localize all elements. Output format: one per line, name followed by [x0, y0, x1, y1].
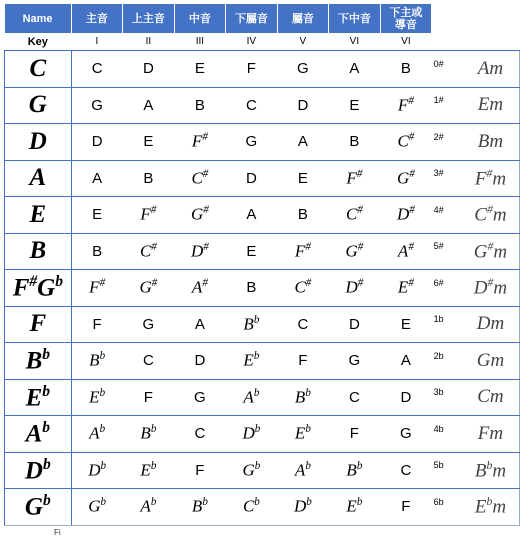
- scale-degree-cell: F: [277, 343, 329, 380]
- scale-degree-cell: $D^b$: [71, 452, 123, 489]
- signature-count-cell: 0#: [432, 46, 462, 83]
- scale-degree-cell: A#: [380, 233, 432, 270]
- scale-degree-cell: $E^b$: [329, 489, 381, 526]
- scale-degree-cell: F: [174, 452, 226, 489]
- signature-count-cell: 5b: [432, 447, 462, 484]
- signature-count-cell: 6#: [432, 265, 462, 302]
- scale-degree-cell: B: [174, 87, 226, 124]
- scale-degree-cell: A: [174, 306, 226, 343]
- scale-degree-cell: $A^b$: [123, 489, 175, 526]
- relative-minor-cell: G#m: [462, 233, 520, 270]
- signature-count-cell: 3#: [432, 155, 462, 192]
- scale-degree-cell: D#: [329, 270, 381, 307]
- scale-degree-cell: A: [380, 343, 432, 380]
- scale-degree-cell: D: [71, 124, 123, 161]
- key-name-cell: F: [5, 306, 72, 343]
- scale-degree-cell: $A^b$: [71, 416, 123, 453]
- relative-minor-cell: Fm: [462, 416, 520, 453]
- header-cell-0: Name: [5, 4, 72, 33]
- scale-degree-cell: $B^b$: [174, 489, 226, 526]
- scale-degree-cell: C: [71, 51, 123, 88]
- scale-degree-cell: F#: [123, 197, 175, 234]
- scale-degree-cell: A: [329, 51, 381, 88]
- scale-degree-cell: D#: [174, 233, 226, 270]
- key-name-cell: G: [5, 87, 72, 124]
- degree-header-cell-4: IV: [226, 33, 278, 51]
- relative-minor-cell: Em: [462, 87, 520, 124]
- signature-count-cell: 1#: [432, 82, 462, 119]
- header-cell-9: [462, 4, 520, 33]
- scale-degree-cell: G: [71, 87, 123, 124]
- scale-degree-cell: G: [329, 343, 381, 380]
- scale-degree-cell: D: [277, 87, 329, 124]
- relative-minor-cell: F#m: [462, 160, 520, 197]
- degree-header-cell-0: Key: [5, 33, 72, 51]
- scale-degree-cell: G: [277, 51, 329, 88]
- scale-degree-cell: $A^b$: [277, 452, 329, 489]
- scale-degree-cell: D: [380, 379, 432, 416]
- scale-degree-cell: E: [174, 51, 226, 88]
- scale-degree-cell: F#: [174, 124, 226, 161]
- scale-degree-cell: E: [71, 197, 123, 234]
- key-name-cell: $E^b$: [5, 379, 72, 416]
- key-name-cell: $F^{\#}G^b$: [5, 270, 72, 307]
- scale-degree-cell: D: [226, 160, 278, 197]
- scale-degree-cell: $D^b$: [277, 489, 329, 526]
- scale-degree-cell: E: [329, 87, 381, 124]
- relative-minor-cell: Bm: [462, 124, 520, 161]
- signature-count-cell: 4b: [432, 411, 462, 448]
- scale-degree-cell: $B^b$: [226, 306, 278, 343]
- degree-header-cell-5: V: [277, 33, 329, 51]
- scale-degree-cell: F: [380, 489, 432, 526]
- scale-degree-cell: B: [277, 197, 329, 234]
- relative-minor-cell: Cm: [462, 379, 520, 416]
- scale-degree-cell: F: [123, 379, 175, 416]
- scale-degree-cell: D#: [380, 197, 432, 234]
- scale-degree-cell: $G^b$: [71, 489, 123, 526]
- scale-degree-cell: C#: [174, 160, 226, 197]
- signature-count-cell: 2#: [432, 119, 462, 156]
- relative-minor-cell: D#m: [462, 270, 520, 307]
- scale-degree-cell: E: [226, 233, 278, 270]
- scale-degree-cell: C: [329, 379, 381, 416]
- scale-degree-cell: E: [380, 306, 432, 343]
- scale-degree-cell: C: [123, 343, 175, 380]
- scale-degree-cell: B: [380, 51, 432, 88]
- scale-degree-cell: $C^b$: [226, 489, 278, 526]
- degree-header-cell-1: I: [71, 33, 123, 51]
- key-name-cell: $D^b$: [5, 452, 72, 489]
- scale-degree-cell: G: [123, 306, 175, 343]
- header-cell-1: 主音: [71, 4, 123, 33]
- scale-degree-cell: $B^b$: [277, 379, 329, 416]
- scale-degree-cell: C#: [277, 270, 329, 307]
- scale-degree-cell: G#: [380, 160, 432, 197]
- signature-count-cell: 2b: [432, 338, 462, 375]
- key-name-cell: $B^b$: [5, 343, 72, 380]
- scale-degree-cell: G#: [329, 233, 381, 270]
- scale-degree-cell: F: [226, 51, 278, 88]
- header-cell-5: 屬音: [277, 4, 329, 33]
- header-cell-8: [432, 4, 462, 33]
- scale-degree-cell: $E^b$: [71, 379, 123, 416]
- scale-degree-cell: G: [226, 124, 278, 161]
- relative-minor-cell: $B^bm$: [462, 452, 520, 489]
- scale-degree-cell: $B^b$: [71, 343, 123, 380]
- relative-minor-cell: Dm: [462, 306, 520, 343]
- scale-degree-cell: F: [329, 416, 381, 453]
- scale-degree-cell: F: [71, 306, 123, 343]
- scale-degree-cell: G#: [174, 197, 226, 234]
- table-body: [5, 51, 520, 526]
- header-cell-6: 下中音: [329, 4, 381, 33]
- scale-degree-cell: C#: [329, 197, 381, 234]
- key-name-cell: C: [5, 51, 72, 88]
- scale-degree-cell: B: [123, 160, 175, 197]
- scale-degree-cell: G#: [123, 270, 175, 307]
- header-row-names: [5, 4, 520, 33]
- key-signature-table-sheet: [4, 4, 520, 526]
- key-signature-table: [4, 4, 520, 526]
- scale-degree-cell: A: [71, 160, 123, 197]
- scale-degree-cell: $E^b$: [123, 452, 175, 489]
- degree-header-cell-6: VI: [329, 33, 381, 51]
- scale-degree-cell: F#: [71, 270, 123, 307]
- table-row: [5, 489, 520, 526]
- scale-degree-cell: $G^b$: [226, 452, 278, 489]
- scale-degree-cell: $D^b$: [226, 416, 278, 453]
- key-name-cell: $G^b$: [5, 489, 72, 526]
- scale-degree-cell: C: [380, 452, 432, 489]
- scale-degree-cell: F#: [329, 160, 381, 197]
- degree-header-cell-7: VI: [380, 33, 432, 51]
- scale-degree-cell: C: [277, 306, 329, 343]
- scale-degree-cell: B: [71, 233, 123, 270]
- scale-degree-cell: C#: [380, 124, 432, 161]
- scale-degree-cell: E: [123, 124, 175, 161]
- scale-degree-cell: D: [329, 306, 381, 343]
- scale-degree-cell: B: [226, 270, 278, 307]
- scale-degree-cell: $E^b$: [277, 416, 329, 453]
- scale-degree-cell: A: [277, 124, 329, 161]
- signature-count-cell: 5#: [432, 228, 462, 265]
- degree-header-cell-2: II: [123, 33, 175, 51]
- scale-degree-cell: B: [329, 124, 381, 161]
- signature-count-cell: 4#: [432, 192, 462, 229]
- relative-minor-cell: $E^bm$: [462, 489, 520, 526]
- scale-degree-cell: D: [123, 51, 175, 88]
- signature-count-cell: 6b: [432, 484, 462, 521]
- scale-degree-cell: G: [174, 379, 226, 416]
- scale-degree-cell: D: [174, 343, 226, 380]
- scale-degree-cell: G: [380, 416, 432, 453]
- header-cell-2: 上主音: [123, 4, 175, 33]
- scale-degree-cell: A#: [174, 270, 226, 307]
- header-cell-3: 中音: [174, 4, 226, 33]
- scale-degree-cell: A: [123, 87, 175, 124]
- degree-header-cell-3: III: [174, 33, 226, 51]
- scale-degree-cell: F#: [277, 233, 329, 270]
- signature-count-cell: 3b: [432, 374, 462, 411]
- key-name-cell: D: [5, 124, 72, 161]
- footnote: Fi: [54, 528, 61, 537]
- key-name-cell: $A^b$: [5, 416, 72, 453]
- scale-degree-cell: $B^b$: [329, 452, 381, 489]
- scale-degree-cell: C#: [123, 233, 175, 270]
- key-name-cell: B: [5, 233, 72, 270]
- scale-degree-cell: A: [226, 197, 278, 234]
- key-name-cell: E: [5, 197, 72, 234]
- scale-degree-cell: $A^b$: [226, 379, 278, 416]
- relative-minor-cell: Am: [462, 51, 520, 88]
- scale-degree-cell: $B^b$: [123, 416, 175, 453]
- key-name-cell: A: [5, 160, 72, 197]
- relative-minor-cell: Gm: [462, 343, 520, 380]
- scale-degree-cell: $E^b$: [226, 343, 278, 380]
- degree-header-cell-9: [462, 33, 520, 51]
- signature-count-cell: 1b: [432, 301, 462, 338]
- scale-degree-cell: F#: [380, 87, 432, 124]
- scale-degree-cell: E: [277, 160, 329, 197]
- scale-degree-cell: C: [226, 87, 278, 124]
- scale-degree-cell: C: [174, 416, 226, 453]
- header-cell-4: 下屬音: [226, 4, 278, 33]
- scale-degree-cell: E#: [380, 270, 432, 307]
- relative-minor-cell: C#m: [462, 197, 520, 234]
- header-cell-7: 下主或 導音: [380, 4, 432, 33]
